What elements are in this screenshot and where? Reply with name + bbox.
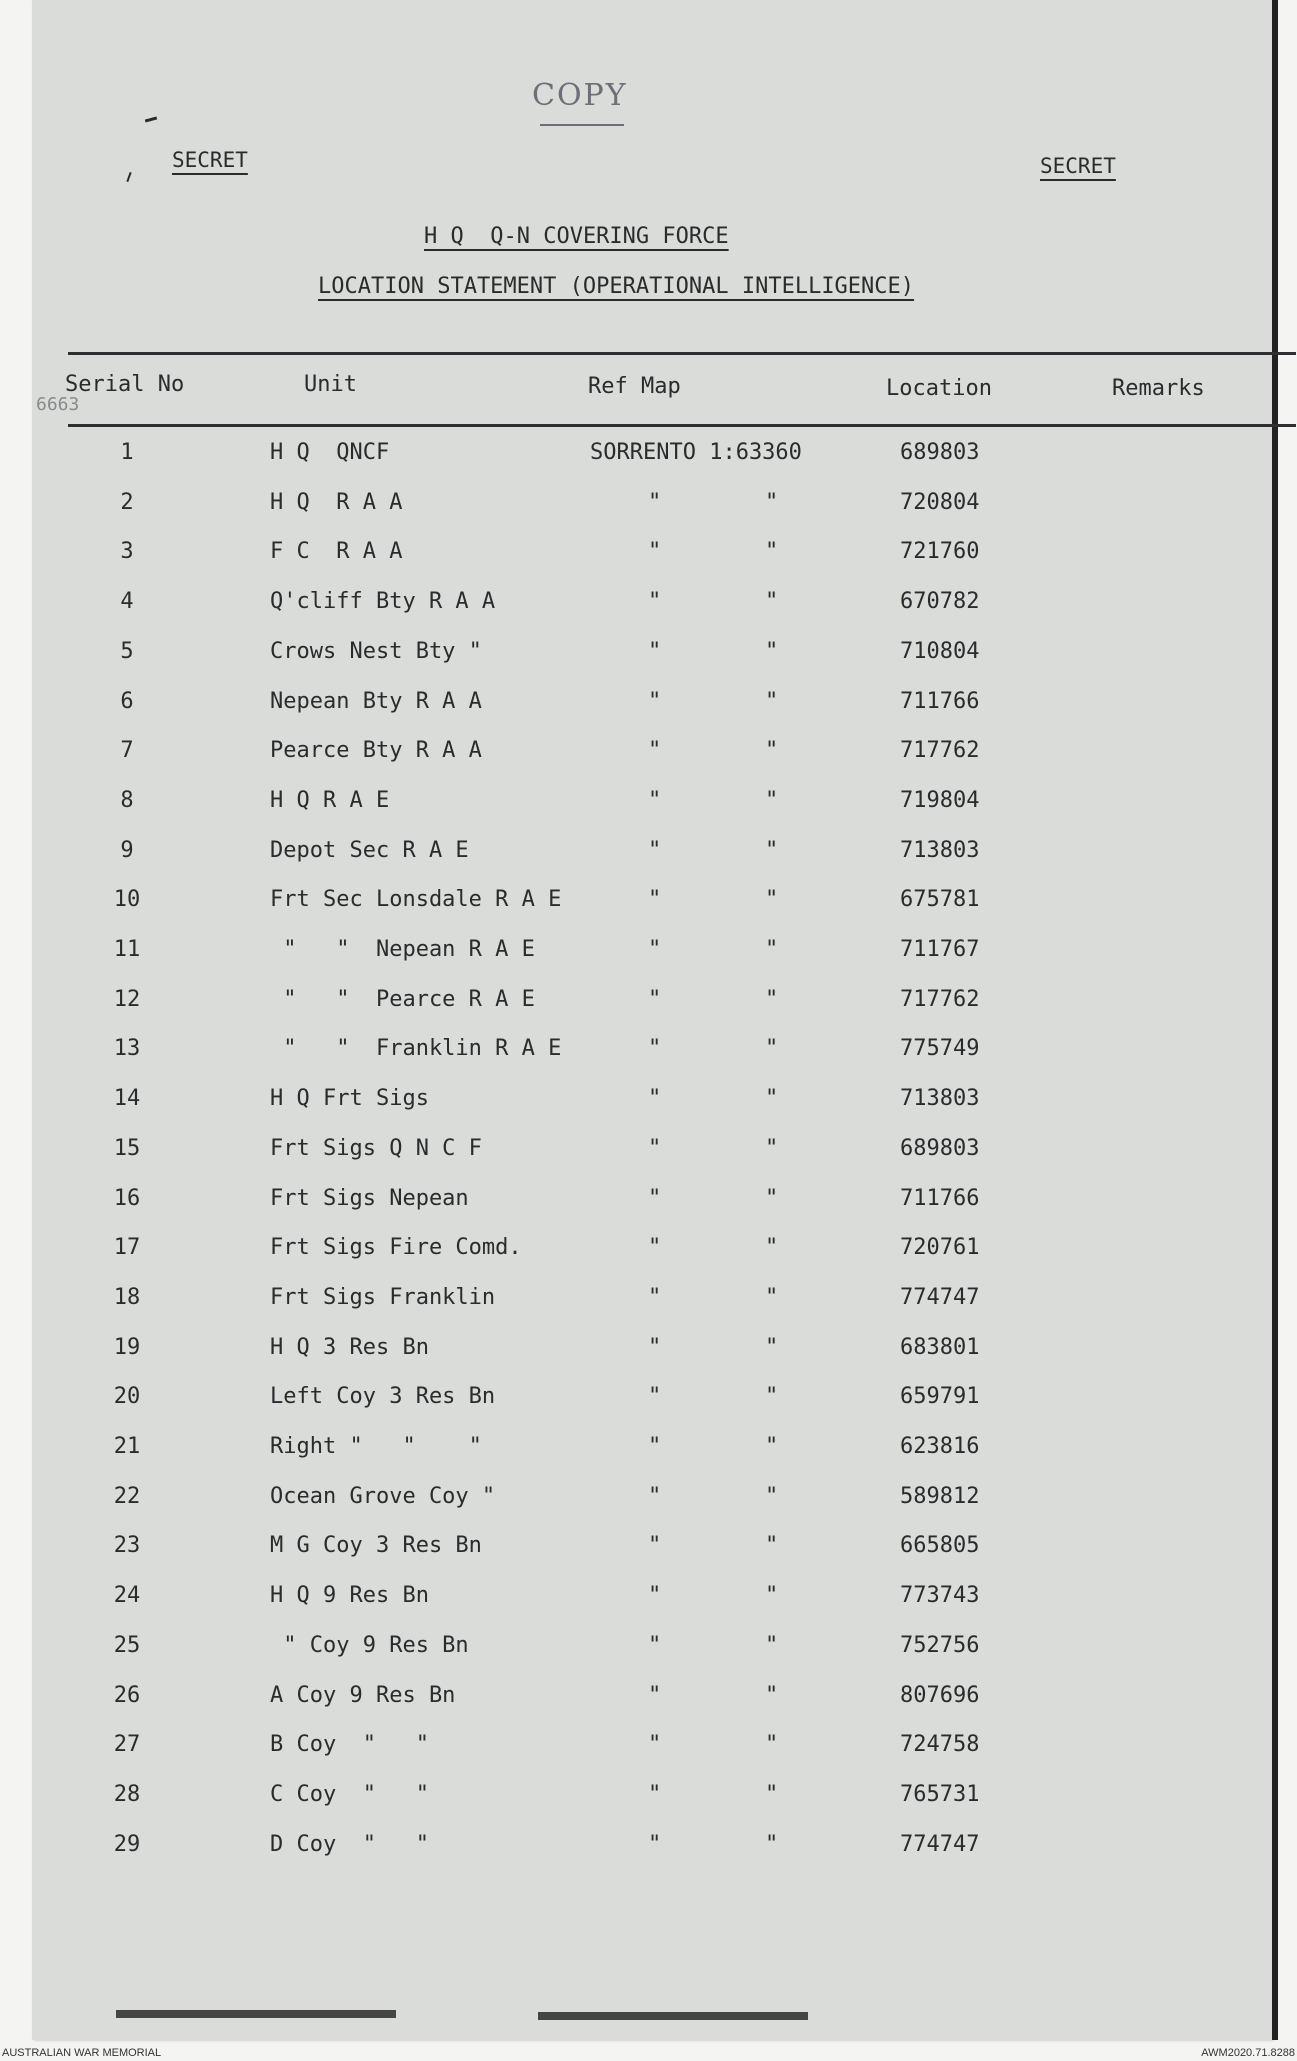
unit-cell: C Coy " " [270,1782,429,1807]
table-row [32,1434,1272,1478]
ref-map-ditto-cell: " [648,1285,662,1310]
location-cell: 689803 [900,440,980,465]
ref-map-ditto-cell: " [648,589,662,614]
ref-map-ditto-cell: " [765,589,779,614]
location-cell: 689803 [900,1136,980,1161]
unit-cell: A Coy 9 Res Bn [270,1683,456,1708]
ref-map-ditto-cell: " [765,838,779,863]
serial-number-cell: 27 [113,1732,141,1757]
serial-number-cell: 17 [113,1235,141,1260]
unit-cell: M G Coy 3 Res Bn [270,1533,482,1558]
column-header-unit: Unit [304,372,357,397]
table-row [32,738,1272,782]
serial-number-cell: 5 [120,639,134,664]
location-cell: 713803 [900,838,980,863]
table-row [32,589,1272,633]
document-title: H Q Q-N COVERING FORCE [424,224,729,249]
location-cell: 720761 [900,1235,980,1260]
location-cell: 752756 [900,1633,980,1658]
table-row [32,1832,1272,1876]
ref-map-ditto-cell: " [765,1384,779,1409]
ink-mark [145,116,157,122]
table-row [32,539,1272,583]
column-header-ref-map: Ref Map [588,374,681,399]
unit-cell: H Q 3 Res Bn [270,1335,429,1360]
ref-map-ditto-cell: " [765,1434,779,1459]
ref-map-ditto-cell: " [648,1484,662,1509]
ref-map-ditto-cell: " [648,1036,662,1061]
serial-number-cell: 1 [120,440,134,465]
ref-map-ditto-cell: " [648,838,662,863]
serial-number-cell: 29 [113,1832,141,1857]
ref-map-ditto-cell: " [765,987,779,1012]
table-row [32,1136,1272,1180]
unit-cell: Q'cliff Bty R A A [270,589,496,614]
ref-map-ditto-cell: " [765,1683,779,1708]
page-edge-mark [538,2012,808,2020]
table-row [32,1583,1272,1627]
location-cell: 659791 [900,1384,980,1409]
ref-map-ditto-cell: " [648,788,662,813]
ref-map-ditto-cell: " [648,1533,662,1558]
unit-cell: H Q QNCF [270,440,390,465]
unit-cell: Nepean Bty R A A [270,689,482,714]
serial-number-cell: 26 [113,1683,141,1708]
ref-map-ditto-cell: " [648,1633,662,1658]
ref-map-ditto-cell: " [765,1484,779,1509]
serial-number-cell: 4 [120,589,134,614]
serial-number-cell: 16 [113,1186,141,1211]
ref-map-ditto-cell: " [765,1533,779,1558]
ref-map-ditto-cell: " [765,689,779,714]
unit-cell: Right " " " [270,1434,482,1459]
serial-number-cell: 2 [120,490,134,515]
ref-map-ditto-cell: " [648,1434,662,1459]
location-cell: 711767 [900,937,980,962]
table-row [32,1335,1272,1379]
ref-map-ditto-cell: " [765,1583,779,1608]
location-cell: 720804 [900,490,980,515]
document-subtitle: LOCATION STATEMENT (OPERATIONAL INTELLIGENCE) [318,274,915,299]
table-row [32,1633,1272,1677]
ref-map-ditto-cell: " [648,738,662,763]
ref-map-ditto-cell: " [648,639,662,664]
ref-map-ditto-cell: " [648,1583,662,1608]
serial-number-cell: 24 [113,1583,141,1608]
handwritten-copy-note: COPY [532,78,628,113]
ref-map-ditto-cell: " [765,639,779,664]
unit-cell: F C R A A [270,539,403,564]
serial-number-cell: 10 [113,887,141,912]
serial-number-cell: 9 [120,838,134,863]
ref-map-ditto-cell: " [765,1186,779,1211]
ref-map-ditto-cell: " [648,1136,662,1161]
unit-cell: Depot Sec R A E [270,838,469,863]
serial-number-cell: 28 [113,1782,141,1807]
location-cell: 665805 [900,1533,980,1558]
ref-map-ditto-cell: " [648,1086,662,1111]
table-row [32,1683,1272,1727]
unit-cell: " " Franklin R A E [270,1036,562,1061]
location-cell: 765731 [900,1782,980,1807]
page-edge-mark [116,2010,396,2018]
table-row [32,440,1272,484]
unit-cell: D Coy " " [270,1832,429,1857]
ref-map-ditto-cell: " [648,987,662,1012]
ref-map-ditto-cell: " [648,937,662,962]
unit-cell: Frt Sigs Franklin [270,1285,496,1310]
ref-map-ditto-cell: " [765,887,779,912]
ref-map-ditto-cell: " [648,1732,662,1757]
ref-map-ditto-cell: " [765,1732,779,1757]
ref-map-ditto-cell: " [765,1782,779,1807]
table-row [32,1384,1272,1428]
unit-cell: Frt Sigs Q N C F [270,1136,482,1161]
unit-cell: " " Pearce R A E [270,987,535,1012]
location-cell: 774747 [900,1285,980,1310]
table-row [32,490,1272,534]
ref-map-ditto-cell: " [765,1235,779,1260]
column-header-serial: Serial No [65,372,185,397]
header-bottom-rule [68,424,1296,427]
unit-cell: H Q 9 Res Bn [270,1583,429,1608]
ref-map-ditto-cell: " [765,788,779,813]
location-cell: 623816 [900,1434,980,1459]
serial-number-cell: 14 [113,1086,141,1111]
table-row [32,689,1272,733]
location-cell: 719804 [900,788,980,813]
ref-map-ditto-cell: " [648,539,662,564]
table-row [32,987,1272,1031]
location-cell: 713803 [900,1086,980,1111]
unit-cell: Left Coy 3 Res Bn [270,1384,496,1409]
ref-map-ditto-cell: " [765,539,779,564]
location-cell: 807696 [900,1683,980,1708]
ref-map-ditto-cell: " [648,1384,662,1409]
table-row [32,1235,1272,1279]
serial-number-cell: 18 [113,1285,141,1310]
serial-number-cell: 7 [120,738,134,763]
ref-map-cell: SORRENTO 1:63360 [590,440,802,465]
location-cell: 773743 [900,1583,980,1608]
table-row [32,1036,1272,1080]
table-row [32,1186,1272,1230]
ref-map-ditto-cell: " [765,1832,779,1857]
location-cell: 675781 [900,887,980,912]
header-top-rule [68,352,1296,355]
ref-map-ditto-cell: " [765,1633,779,1658]
unit-cell: Crows Nest Bty " [270,639,482,664]
ref-map-ditto-cell: " [648,887,662,912]
classification-right: SECRET [1040,154,1116,178]
location-cell: 721760 [900,539,980,564]
unit-cell: Frt Sigs Nepean [270,1186,469,1211]
document-page [32,0,1272,2040]
table-row [32,838,1272,882]
ref-map-ditto-cell: " [765,490,779,515]
location-cell: 683801 [900,1335,980,1360]
serial-number-cell: 11 [113,937,141,962]
location-cell: 711766 [900,1186,980,1211]
serial-number-cell: 25 [113,1633,141,1658]
location-cell: 717762 [900,738,980,763]
unit-cell: B Coy " " [270,1732,429,1757]
ref-map-ditto-cell: " [765,1086,779,1111]
ref-map-ditto-cell: " [648,1683,662,1708]
ref-map-ditto-cell: " [765,1335,779,1360]
serial-number-cell: 15 [113,1136,141,1161]
table-row [32,937,1272,981]
ref-map-ditto-cell: " [648,1235,662,1260]
table-row [32,639,1272,683]
table-row [32,1732,1272,1776]
table-row [32,1782,1272,1826]
serial-number-cell: 8 [120,788,134,813]
serial-number-cell: 6 [120,689,134,714]
ref-map-ditto-cell: " [765,1136,779,1161]
column-header-remarks: Remarks [1112,376,1205,401]
serial-number-cell: 3 [120,539,134,564]
unit-cell: H Q R A A [270,490,403,515]
location-cell: 589812 [900,1484,980,1509]
table-row [32,887,1272,931]
table-row [32,1285,1272,1329]
ref-map-ditto-cell: " [648,1186,662,1211]
footer-left-credit: AUSTRALIAN WAR MEMORIAL [2,2047,162,2059]
serial-number-cell: 13 [113,1036,141,1061]
ref-map-ditto-cell: " [648,689,662,714]
ref-map-ditto-cell: " [765,1285,779,1310]
table-row [32,1086,1272,1130]
location-cell: 724758 [900,1732,980,1757]
ref-map-ditto-cell: " [765,1036,779,1061]
classification-left: SECRET [172,148,248,172]
ref-map-ditto-cell: " [765,738,779,763]
location-cell: 717762 [900,987,980,1012]
serial-number-cell: 20 [113,1384,141,1409]
location-cell: 710804 [900,639,980,664]
file-stamp-number: 6663 [36,394,80,415]
unit-cell: H Q Frt Sigs [270,1086,429,1111]
location-cell: 711766 [900,689,980,714]
location-cell: 670782 [900,589,980,614]
ref-map-ditto-cell: " [648,1335,662,1360]
table-row [32,788,1272,832]
column-header-location: Location [886,376,992,401]
serial-number-cell: 19 [113,1335,141,1360]
ref-map-ditto-cell: " [765,937,779,962]
copy-underline [540,124,624,126]
table-row [32,1484,1272,1528]
location-cell: 775749 [900,1036,980,1061]
serial-number-cell: 22 [113,1484,141,1509]
ref-map-ditto-cell: " [648,1782,662,1807]
unit-cell: H Q R A E [270,788,390,813]
unit-cell: Pearce Bty R A A [270,738,482,763]
unit-cell: Ocean Grove Coy " [270,1484,496,1509]
serial-number-cell: 23 [113,1533,141,1558]
ink-mark [126,172,131,182]
unit-cell: Frt Sec Lonsdale R A E [270,887,562,912]
serial-number-cell: 21 [113,1434,141,1459]
unit-cell: " Coy 9 Res Bn [270,1633,469,1658]
location-cell: 774747 [900,1832,980,1857]
unit-cell: Frt Sigs Fire Comd. [270,1235,522,1260]
ref-map-ditto-cell: " [648,1832,662,1857]
ref-map-ditto-cell: " [648,490,662,515]
serial-number-cell: 12 [113,987,141,1012]
unit-cell: " " Nepean R A E [270,937,535,962]
footer-right-reference: AWM2020.71.8288 [1201,2047,1295,2059]
table-row [32,1533,1272,1577]
